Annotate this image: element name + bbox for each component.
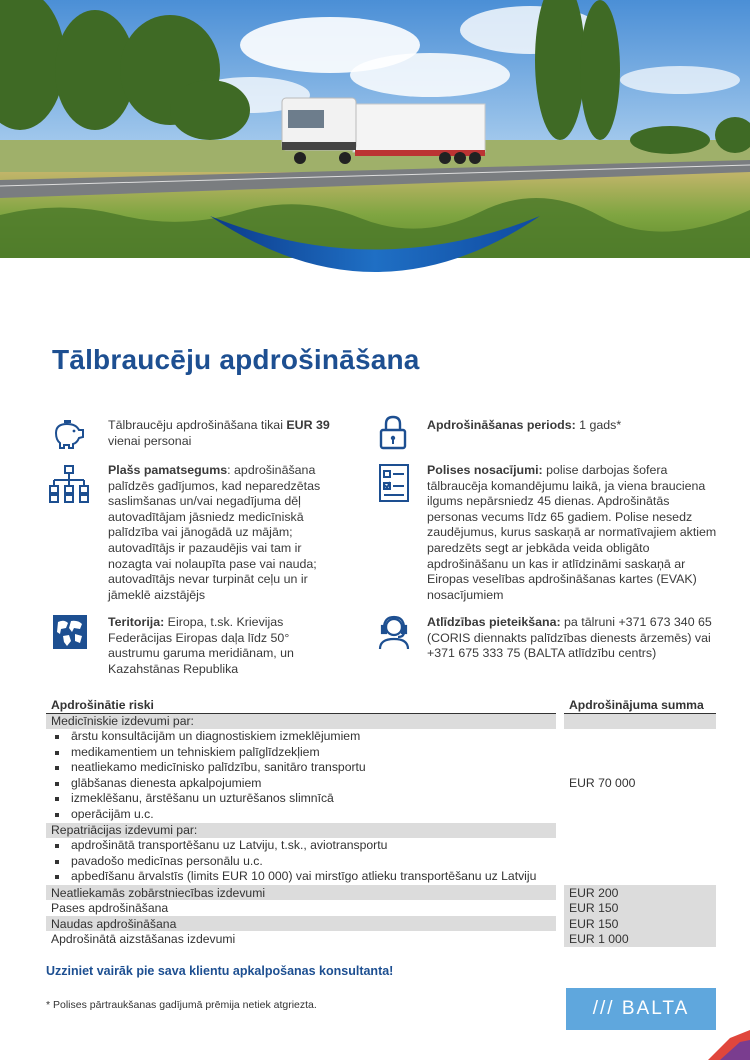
list-item: apdrošinātā transportēšanu uz Latviju, t.sk., aviotransportu <box>53 838 551 854</box>
price-feature: Tālbraucēju apdrošināšana tikai EUR 39 vienai personai <box>108 418 330 448</box>
table-header <box>46 697 716 713</box>
balta-logo: /// BALTA <box>566 988 716 1030</box>
coverage-feature: Plašs pamatsegums: apdrošināšana palīdzēs gadījumos, kad neparedzētas saslimšanas un/vai negadījuma dēļ autovadītājam jāsniedz medicīniskā palīdzība vai jānogādā uz mājām; autovadītājs ir pazaudējis vai tam ir nozagta vai nolaupīta pase vai nauda; autovadītājs nevar turpināt ceļu un ir jāmeklē aizstājējs <box>108 463 321 602</box>
repatriation-list <box>51 838 551 885</box>
list-item: izmeklēšanu, ārstēšanu un uzturēšanos slimnīcā <box>53 791 551 807</box>
period-feature: Apdrošināšanas periods: 1 gads* <box>427 418 622 432</box>
piggy-bank-icon <box>50 416 86 452</box>
table-row <box>46 823 716 839</box>
table-row: Neatliekamās zobārstniecības izdevumi EUR 200 <box>46 885 716 901</box>
table-row: Naudas apdrošināšana EUR 150 <box>46 916 716 932</box>
list-item: neatliekamo medicīnisko palīdzību, sanitāro transportu <box>53 760 551 776</box>
table-row <box>46 713 716 729</box>
checklist-icon <box>378 463 410 503</box>
claims-feature: Atlīdzības pieteikšana: pa tālruni +371 673 340 65 (CORIS diennakts palīdzības dienests ārzemēs) vai +371 675 333 75 (BALTA atlīdzību centrs) <box>427 615 712 661</box>
medical-sum: EUR 70 000 <box>560 729 716 823</box>
list-item: glābšanas dienesta apkalpojumiem <box>53 776 551 792</box>
conditions-feature: Polises nosacījumi: polise darbojas šofera tālbraucēja komandējumu laikā, ja viena brauciena ilgums nepārsniedz 45 dienas. Apdrošinātās personas vecums līdz 65 gadiem. Polise nesedz zaudējumus, kurus saskaņā ar normatīvajiem aktiem paredzēts segt ar jebkāda veida obligāto apdrošināšanu un kas ir atlīdzināmi saskaņā ar Eiropas veselības apdrošināšanas kartes (EVAK) nosacījumiem <box>427 463 717 602</box>
list-item: medikamentiem un tehniskiem palīglīdzekļiem <box>53 745 551 761</box>
list-item: operācijām u.c. <box>53 807 551 823</box>
list-item: ārstu konsultācijām un diagnostiskiem izmeklējumiem <box>53 729 551 745</box>
page-title: Tālbraucēju apdrošināšana <box>52 344 420 375</box>
header-sum: Apdrošinājuma summa <box>560 697 716 713</box>
table-row <box>46 729 716 823</box>
blue-swoosh-arc <box>210 208 540 288</box>
list-item: pavadošo medicīnas personālu u.c. <box>53 854 551 870</box>
territory-feature: Teritorija: Eiropa, t.sk. Krievijas Federācijas Eiropas daļa līdz 50° austrumu garuma meridiānam, un Kazahstānas Republika <box>108 615 294 676</box>
lock-icon <box>375 414 411 450</box>
corner-decoration <box>700 1030 750 1060</box>
repatriation-title: Repatriācijas izdevumi par: <box>46 823 560 839</box>
medical-title: Medicīniskie izdevumi par: <box>46 713 560 729</box>
list-item: apbedīšanu ārvalstīs (limits EUR 10 000) vai mirstīgo atlieku transportēšanu uz Latviju <box>53 869 551 885</box>
globe-icon <box>52 614 88 650</box>
headset-agent-icon <box>376 614 412 650</box>
table-row <box>46 838 716 885</box>
medical-list <box>51 729 551 823</box>
hierarchy-icon <box>48 464 90 504</box>
footnote: * Polises pārtraukšanas gadījumā prēmija netiek atgriezta. <box>46 999 317 1011</box>
table-row: Apdrošinātā aizstāšanas izdevumi EUR 1 000 <box>46 931 716 947</box>
cta-text: Uzziniet vairāk pie sava klientu apkalpošanas konsultanta! <box>46 964 394 978</box>
header-risk: Apdrošinātie riski <box>46 697 560 713</box>
risk-table <box>46 697 716 947</box>
table-row: Pases apdrošināšana EUR 150 <box>46 900 716 916</box>
